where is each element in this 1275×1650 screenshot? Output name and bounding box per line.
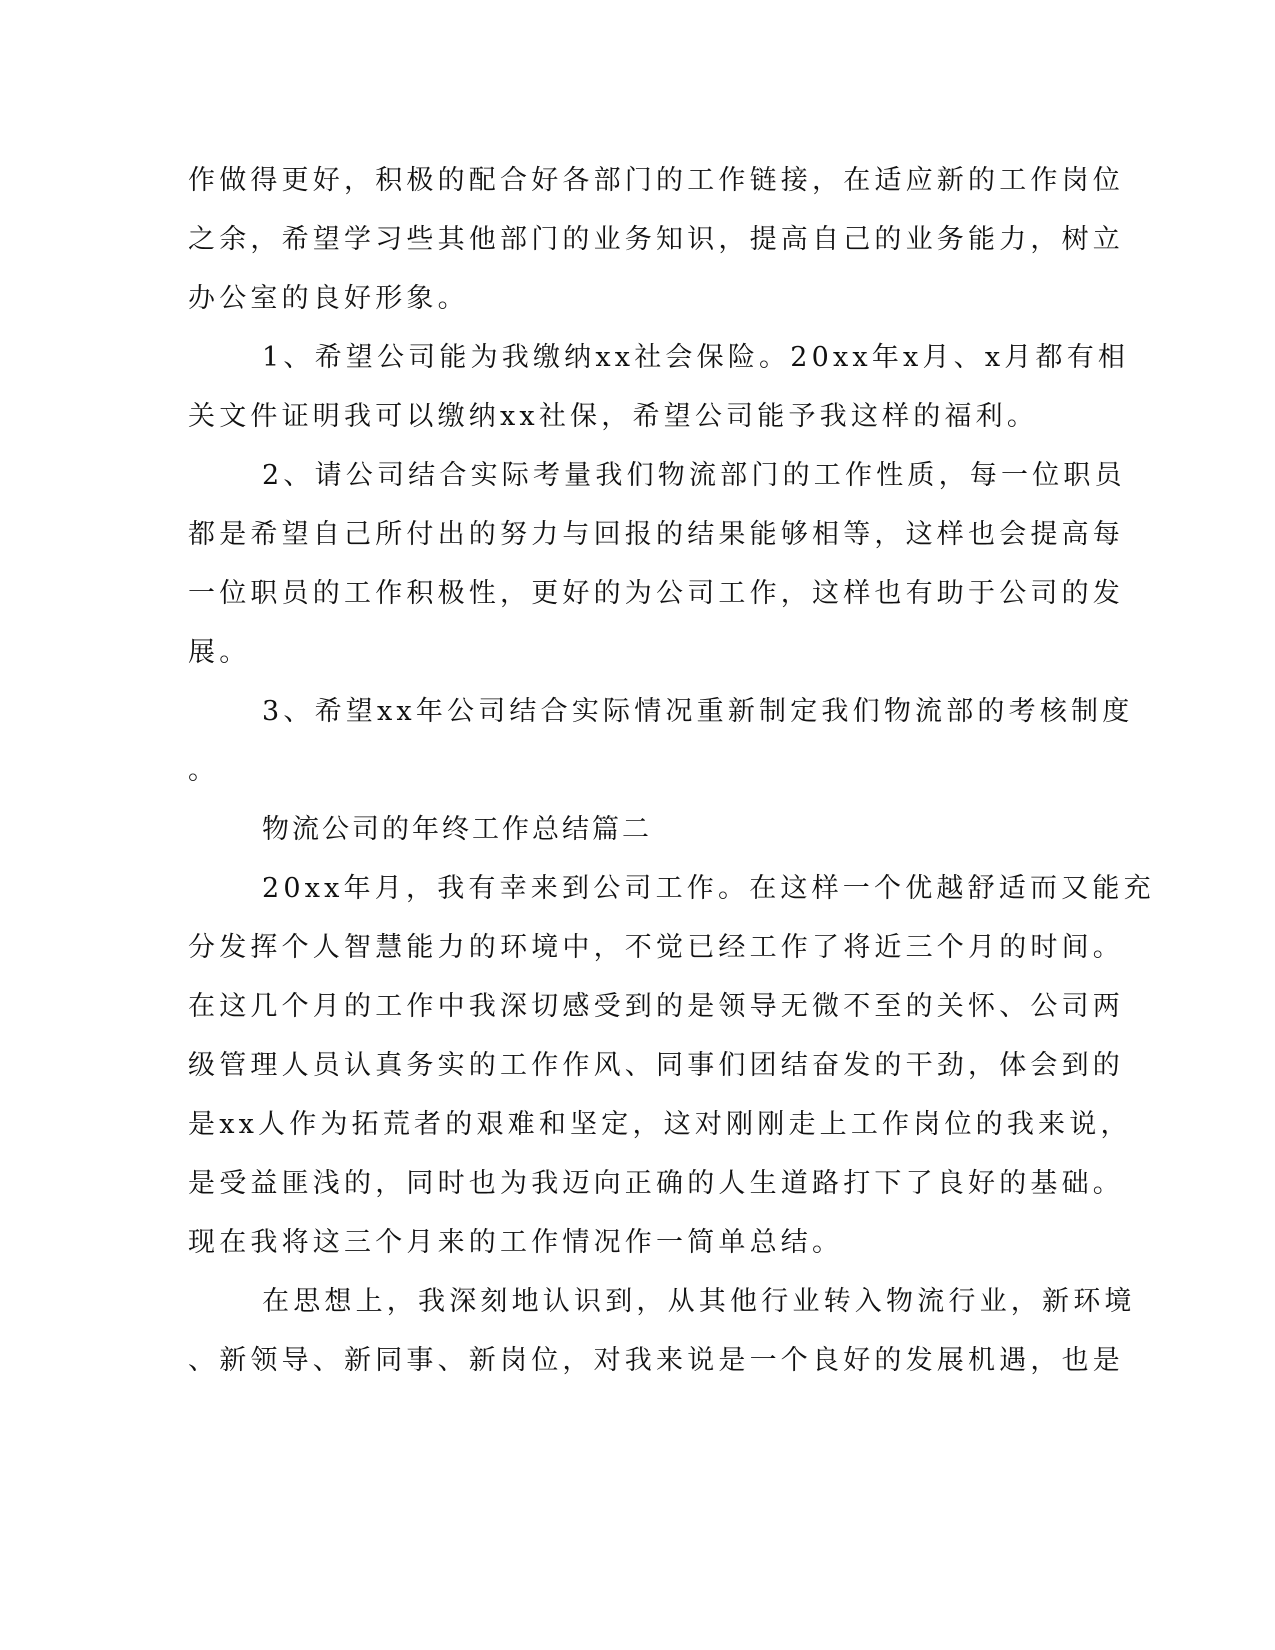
text-line: 办公室的良好形象。: [188, 283, 469, 314]
text-line: 都是希望自己所付出的努力与回报的结果能够相等，这样也会提高每: [188, 519, 1124, 550]
text-line: 一位职员的工作积极性，更好的为公司工作，这样也有助于公司的发: [188, 578, 1124, 609]
text-line: 作做得更好，积极的配合好各部门的工作链接，在适应新的工作岗位: [188, 165, 1124, 196]
list-item-1: 1、希望公司能为我缴纳xx社会保险。20xx年x月、x月都有相: [262, 342, 1130, 373]
text-line: 。: [188, 755, 220, 786]
text-line: 现在我将这三个月来的工作情况作一简单总结。: [188, 1227, 844, 1258]
list-item-2: 2、请公司结合实际考量我们物流部门的工作性质，每一位职员: [262, 460, 1126, 491]
text-line: 是xx人作为拓荒者的艰难和坚定，这对刚刚走上工作岗位的我来说，: [188, 1109, 1132, 1140]
paragraph-start: 20xx年月，我有幸来到公司工作。在这样一个优越舒适而又能充: [262, 873, 1155, 904]
text-line: 是受益匪浅的，同时也为我迈向正确的人生道路打下了良好的基础。: [188, 1168, 1124, 1199]
text-line: 分发挥个人智慧能力的环境中，不觉已经工作了将近三个月的时间。: [188, 932, 1124, 963]
text-line: 级管理人员认真务实的工作作风、同事们团结奋发的干劲，体会到的: [188, 1050, 1124, 1081]
text-line: 、新领导、新同事、新岗位，对我来说是一个良好的发展机遇，也是: [188, 1345, 1124, 1376]
text-line: 在这几个月的工作中我深切感受到的是领导无微不至的关怀、公司两: [188, 991, 1124, 1022]
text-line: 展。: [188, 637, 251, 668]
list-item-3: 3、希望xx年公司结合实际情况重新制定我们物流部的考核制度: [262, 696, 1134, 727]
section-heading: 物流公司的年终工作总结篇二: [262, 814, 652, 845]
paragraph-start: 在思想上，我深刻地认识到，从其他行业转入物流行业，新环境: [262, 1286, 1136, 1317]
text-line: 之余，希望学习些其他部门的业务知识，提高自己的业务能力，树立: [188, 224, 1124, 255]
text-line: 关文件证明我可以缴纳xx社保，希望公司能予我这样的福利。: [188, 401, 1039, 432]
